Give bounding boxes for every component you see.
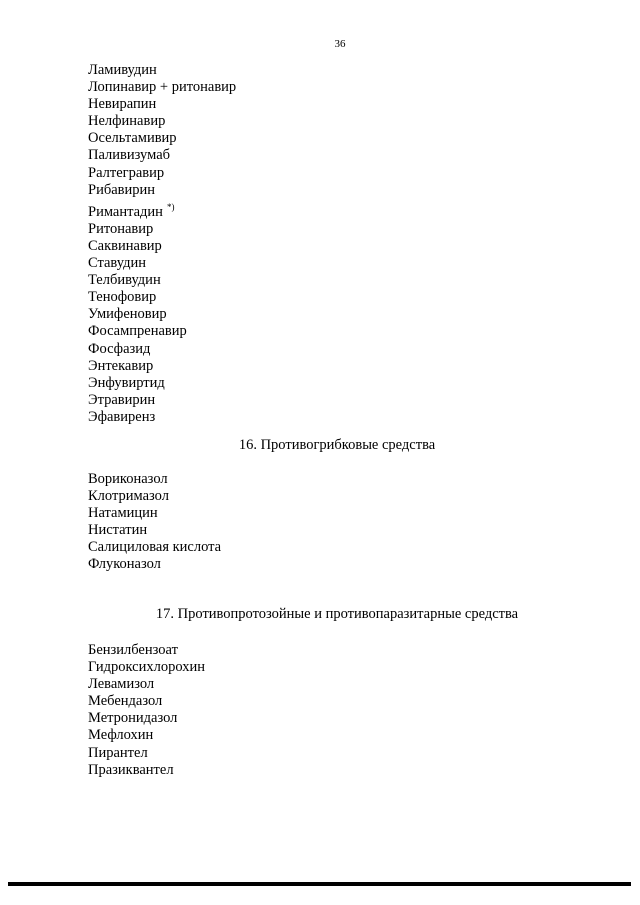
footnote-mark: *)	[166, 201, 175, 212]
list-item	[88, 358, 236, 375]
list-item: Пирантел	[88, 744, 148, 761]
bottom-divider	[8, 882, 631, 886]
list-item	[88, 323, 236, 340]
list-item	[88, 165, 236, 182]
drug-name: Ламивудин	[88, 62, 157, 78]
list-item	[88, 79, 236, 96]
drug-name: Римантадин	[88, 203, 163, 220]
drug-name: Саквинавир	[88, 237, 162, 254]
antifungal-drug-list	[88, 471, 221, 574]
list-item	[88, 392, 236, 409]
drug-name: Невирапин	[88, 96, 157, 113]
list-item: Вориконазол	[88, 471, 168, 487]
list-item: Клотримазол	[88, 488, 169, 505]
list-item	[88, 238, 236, 255]
antiviral-drug-list	[88, 62, 236, 426]
drug-name: Нелфинавир	[88, 113, 166, 130]
drug-name: Лопинавир + ритонавир	[88, 79, 237, 96]
list-item: Нистатин	[88, 522, 148, 539]
list-item: Мефлохин	[88, 727, 154, 744]
drug-name: Фосампренавир	[88, 323, 187, 340]
list-item: Бензилбензоат	[88, 642, 178, 658]
drug-name: Энфувиртид	[88, 374, 165, 391]
drug-name: Умифеновир	[88, 306, 167, 323]
drug-name: Ставудин	[88, 255, 147, 272]
list-item	[88, 221, 236, 238]
list-item	[88, 96, 236, 113]
list-item	[88, 199, 236, 221]
drug-name: Тенофовир	[88, 289, 157, 306]
section-heading-antifungal: 16. Противогрибковые средства	[238, 437, 436, 453]
list-item	[88, 130, 236, 147]
list-item: Натамицин	[88, 505, 158, 522]
drug-name: Фосфазид	[88, 340, 151, 357]
drug-name: Паливизумаб	[88, 147, 171, 164]
drug-name: Осельтамивир	[88, 130, 177, 147]
list-item: Метронидазол	[88, 710, 178, 727]
drug-name: Телбивудин	[88, 272, 161, 289]
list-item	[88, 409, 236, 426]
list-item: Салициловая кислота	[88, 539, 222, 556]
page-number: 36	[334, 38, 346, 50]
list-item: Левамизол	[88, 676, 155, 693]
list-item	[88, 289, 236, 306]
list-item	[88, 272, 236, 289]
list-item: Празиквантел	[88, 761, 174, 778]
list-item	[88, 182, 236, 199]
drug-name: Рибавирин	[88, 181, 156, 198]
list-item	[88, 375, 236, 392]
drug-name: Ралтегравир	[88, 164, 165, 181]
list-item: Мебендазол	[88, 693, 163, 710]
drug-name: Ритонавир	[88, 220, 154, 237]
list-item: Флуконазол	[88, 556, 161, 573]
drug-name: Этравирин	[88, 391, 156, 408]
list-item	[88, 255, 236, 272]
list-item	[88, 306, 236, 323]
list-item	[88, 147, 236, 164]
antiprotozoal-drug-list	[88, 642, 205, 779]
drug-name: Эфавиренз	[88, 408, 156, 425]
list-item	[88, 113, 236, 130]
list-item	[88, 62, 236, 79]
list-item	[88, 341, 236, 358]
section-heading-antiprotozoal: 17. Противопротозойные и противопаразитарные средства	[155, 606, 519, 622]
drug-name: Энтекавир	[88, 357, 154, 374]
list-item: Гидроксихлорохин	[88, 659, 205, 676]
